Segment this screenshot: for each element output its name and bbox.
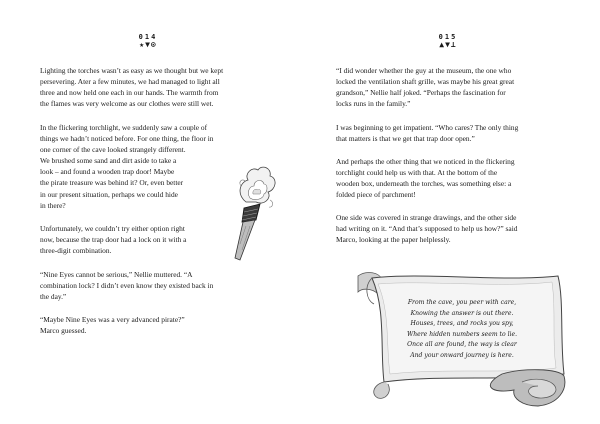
- paragraph: [40, 269, 213, 302]
- text-line: persevering. Ater a few minutes, we had managed to light all: [40, 77, 220, 87]
- text-line: in there?: [40, 200, 66, 210]
- poem-line: Houses, trees, and rocks you spy,: [410, 320, 514, 328]
- text-line: Marco guessed.: [40, 326, 87, 336]
- scroll-poem: [352, 298, 572, 362]
- text-line: And perhaps the other thing that we noticed in the flickering: [336, 157, 515, 166]
- poem-line: Once all are found, the way is clear: [407, 341, 517, 349]
- text-line: that matters is that we get that trap door open.”: [336, 134, 475, 144]
- text-line: One side was covered in strange drawings, and the other side: [336, 213, 517, 222]
- paragraph: [40, 314, 185, 336]
- paragraph: [336, 156, 515, 200]
- text-line: grandson,” Nellie half joked. “Perhaps the fascination for: [336, 88, 506, 98]
- page-number: [418, 33, 478, 49]
- text-line: wooden box, underneath the torches, was something else: a: [336, 179, 512, 189]
- paragraph: [40, 223, 186, 256]
- poem-line: And your onward journey is here.: [410, 351, 514, 359]
- text-line: “Maybe Nine Eyes was a very advanced pirate?”: [40, 315, 185, 324]
- paragraph: [336, 122, 518, 144]
- paragraph: [336, 65, 514, 109]
- text-line: the pirate treasure was behind it? Or, even better: [40, 178, 184, 188]
- text-line: the day.”: [40, 292, 67, 302]
- text-line: folded piece of parchment!: [336, 190, 416, 200]
- paragraph: [336, 212, 517, 245]
- page-number-digits: 014: [138, 33, 158, 41]
- text-line: things we hadn’t noticed before. For one thing, the floor in: [40, 134, 214, 144]
- text-line: look – and found a wooden trap door! Maybe: [40, 167, 175, 177]
- page-symbol-code: ★▼⊙: [139, 40, 157, 49]
- text-line: now, because the trap door had a lock on it with a: [40, 235, 187, 245]
- text-line: the flames was very welcome as our clothes were still wet.: [40, 99, 214, 109]
- text-line: locked the ventilation shaft grille, was maybe his great great: [336, 77, 515, 87]
- poem-line: Knowing the answer is out there.: [410, 309, 514, 317]
- text-line: Marco, looking at the paper helplessly.: [336, 235, 451, 245]
- text-line: torchlight could help us with that. At the bottom of the: [336, 168, 498, 178]
- text-line: “I did wonder whether the guy at the museum, the one who: [336, 66, 512, 75]
- text-line: Unfortunately, we couldn’t try either option right: [40, 224, 185, 233]
- text-line: had writing on it. “And that’s supposed to help us how?” said: [336, 224, 518, 234]
- poem-line: Where hidden numbers seem to lie.: [406, 330, 518, 338]
- text-line: I was beginning to get impatient. “Who cares? The only thing: [336, 123, 519, 132]
- right-page: [300, 0, 600, 424]
- text-line: one corner of the cave looked strangely different.: [40, 145, 186, 155]
- text-line: locks runs in the family.”: [336, 99, 411, 109]
- text-line: three-digit combination.: [40, 246, 112, 256]
- torch-illustration: [226, 164, 278, 264]
- text-line: “Nine Eyes cannot be serious,” Nellie muttered. “A: [40, 270, 193, 279]
- text-line: We brushed some sand and dirt aside to take a: [40, 156, 177, 166]
- page-symbol-code: ▲▼⊥: [439, 40, 457, 49]
- poem-line: From the cave, you peer with care,: [407, 299, 517, 306]
- page-number-digits: 015: [438, 33, 458, 41]
- text-line: Lighting the torches wasn’t as easy as we thought but we kept: [40, 66, 224, 75]
- text-line: three and now held one each in our hands. The warmth from: [40, 88, 219, 98]
- paragraph: [40, 65, 223, 109]
- page-number: [118, 33, 178, 49]
- text-line: in our present situation, perhaps we could hide: [40, 189, 178, 199]
- text-line: combination lock? I didn’t even know they existed back in: [40, 281, 214, 291]
- text-line: In the flickering torchlight, we suddenly saw a couple of: [40, 123, 208, 132]
- paragraph: [40, 122, 214, 211]
